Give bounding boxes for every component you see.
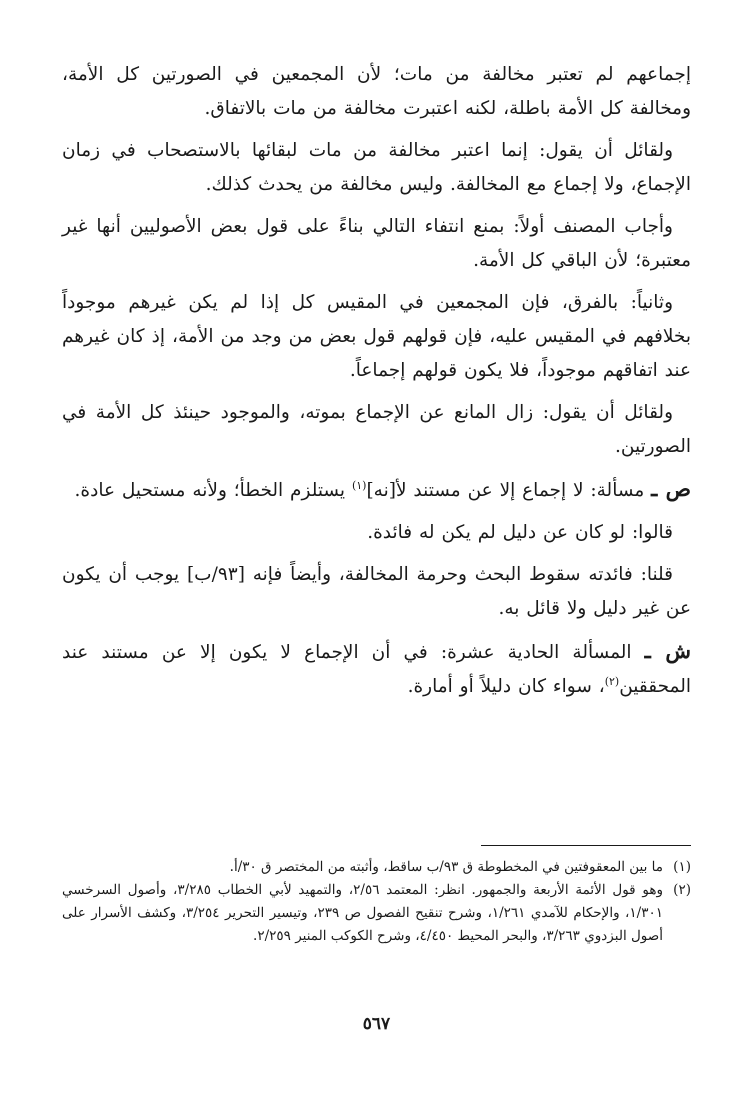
footnote-text: ما بين المعقوفتين في المخطوطة ق ٩٣/ب ساقط، وأثبته من المختصر ق ٣٠/أ. [229, 859, 663, 875]
paragraph-9-sharh [62, 634, 691, 704]
footnotes-section [62, 845, 691, 948]
footnote-1 [62, 856, 691, 879]
paragraph-text: ولقائل أن يقول: زال المانع عن الإجماع بموته، والموجود حينئذ كل الأمة في الصورتين. [62, 402, 691, 457]
paragraph-3 [62, 210, 691, 278]
paragraph-5 [62, 396, 691, 464]
sharh-marker: ش ـ [644, 638, 691, 663]
footnote-2 [62, 879, 691, 948]
footnote-divider [481, 845, 691, 846]
footnote-ref-1[interactable]: (١) [351, 478, 367, 492]
paragraph-8 [62, 558, 691, 626]
paragraph-text: وأجاب المصنف أولاً: بمنع انتفاء التالي بناءً على قول بعض الأصوليين أنها غير معتبرة؛ لأن الباقي كل الأمة. [62, 216, 691, 271]
paragraph-text: إجماعهم لم تعتبر مخالفة من مات؛ لأن المجمعين في الصورتين كل الأمة، ومخالفة كل الأمة باطلة، لكنه اعتبرت مخالفة من مات بالاتفاق. [62, 64, 691, 119]
paragraph-text: مسألة: لا إجماع إلا عن مستند لأ[نه] [366, 480, 645, 501]
footnote-ref-2[interactable]: (٢) [604, 674, 620, 688]
paragraph-6-matn [62, 472, 691, 508]
footnote-number: (٢) [673, 882, 691, 898]
page-number: ٥٦٧ [362, 1014, 391, 1034]
paragraph-text: المسألة الحادية عشرة: في أن الإجماع لا يكون إلا عن مستند عند المحققين [62, 642, 691, 697]
matn-marker: ص ـ [651, 476, 691, 501]
paragraph-text-cont: يستلزم الخطأ؛ ولأنه مستحيل عادة. [74, 480, 352, 501]
footnote-text: وهو قول الأئمة الأربعة والجمهور. انظر: المعتمد ٢/٥٦، والتمهيد لأبي الخطاب ٣/٢٨٥، وأصول السرخسي ١/٣٠١، والإحكام للآمدي ١/٢٦١، وشرح تنقيح الفصول ص ٢٣٩، وتيسير التحرير ٣/٢٥٤، وكشف الأسرار على أصول البزدوي ٣/٢٦٣، والبحر المحيط ٤/٤٥٠، وشرح الكوكب المنير ٢/٢٥٩. [62, 882, 663, 944]
paragraph-text: قالوا: لو كان عن دليل لم يكن له فائدة. [367, 522, 673, 543]
paragraph-7 [62, 516, 691, 550]
paragraph-1 [62, 58, 691, 126]
paragraph-text: ولقائل أن يقول: إنما اعتبر مخالفة من مات لبقائها بالاستصحاب في زمان الإجماع، ولا إجماع مع المخالفة. وليس مخالفة من يحدث كذلك. [62, 140, 691, 195]
paragraph-2 [62, 134, 691, 202]
paragraph-text-cont: ، سواء كان دليلاً أو أمارة. [407, 676, 605, 697]
paragraph-4 [62, 286, 691, 388]
footnote-number: (١) [673, 859, 691, 875]
paragraph-text: وثانياً: بالفرق، فإن المجمعين في المقيس كل إذا لم يكن غيرهم موجوداً بخلافهم في المقيس عليه، فإن قولهم قول بعض من وجد من الأمة، إذ كان غيرهم عند اتفاقهم موجوداً، فلا يكون قولهم إجماعاً. [62, 292, 691, 381]
paragraph-text: قلنا: فائدته سقوط البحث وحرمة المخالفة، وأيضاً فإنه [٩٣/ب] يوجب أن يكون عن غير دليل ولا قائل به. [62, 564, 691, 619]
